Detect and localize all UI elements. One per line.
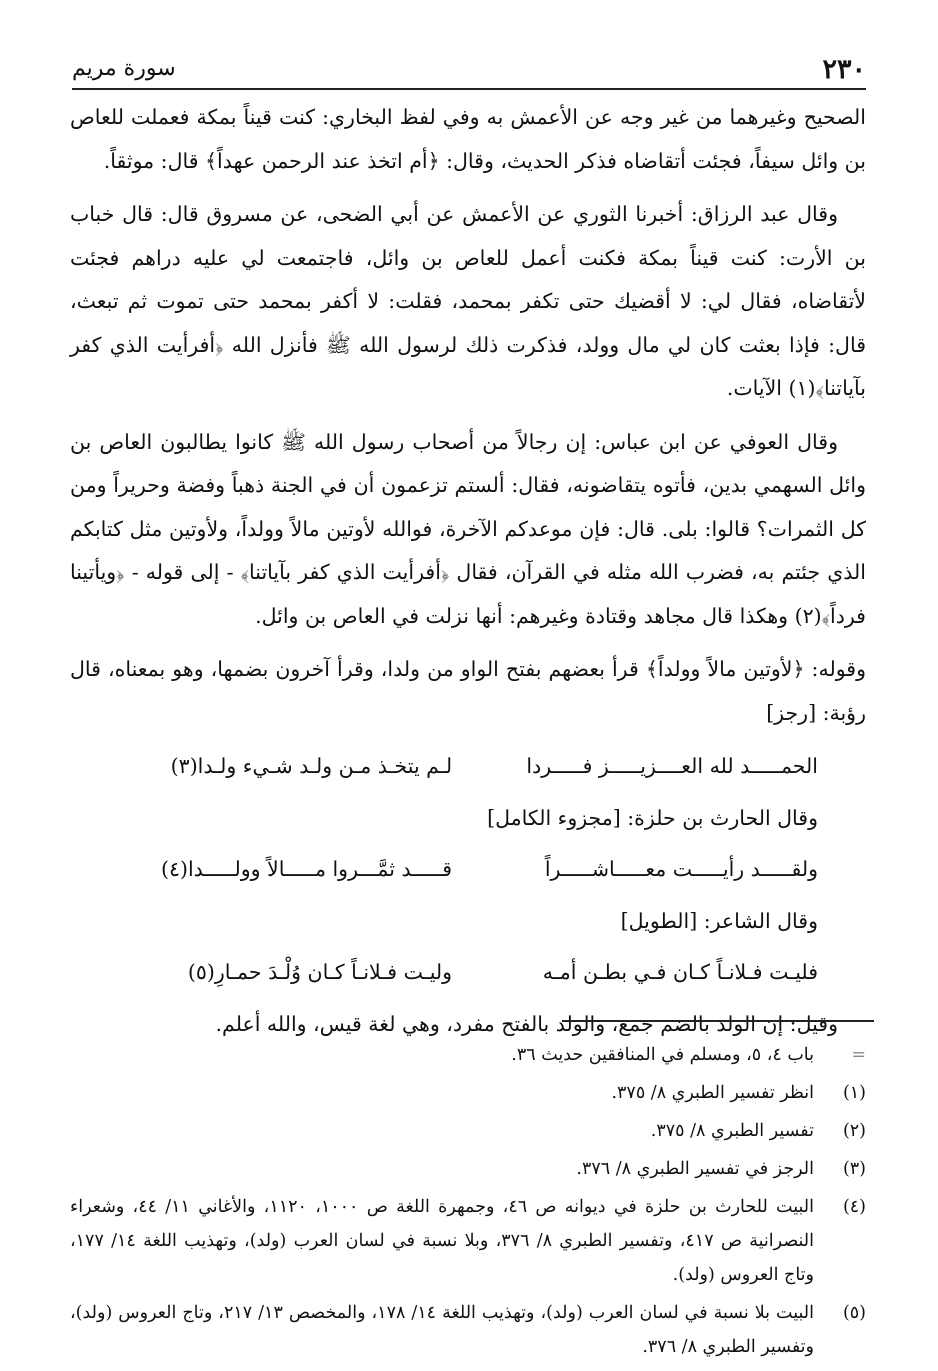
paragraph: وقيل: إن الولد بالضم جمع، والولد بالفتح مفرد، وهي لغة قيس، والله أعلم.: [215, 1011, 838, 1036]
page-header: [72, 52, 866, 90]
main-text: [70, 96, 866, 1056]
footnote: [70, 1152, 866, 1186]
poetry-verse: [70, 951, 866, 995]
footnotes: [70, 1038, 866, 1368]
footnote-mark: (٤): [842, 1197, 866, 1217]
footnote-continuation: [70, 1038, 866, 1072]
verse-first-hemistich: فليـت فـلانـاً كـان فـي بطـن أمـه: [542, 960, 818, 984]
paragraph: الصحيح وغيرهما من غير وجه عن الأعمش به وفي لفظ البخاري: كنت قيناً بمكة فعملت للعاص بن وائل سيفاً، فجئت أتقاضاه فذكر الحديث، وقال: ﴿أم اتخذ عند الرحمن عهداً﴾ قال: موثقاً.: [70, 105, 866, 173]
poet-attribution: وقال الشاعر: [الطويل]: [620, 908, 818, 933]
footnote-text: باب ٤، ٥، ومسلم في المنافقين حديث ٣٦.: [511, 1045, 814, 1065]
footnote: [70, 1114, 866, 1148]
page-number: ٢٣٠: [822, 54, 866, 85]
poet-attribution: وقال الحارث بن حلزة: [مجزوء الكامل]: [487, 805, 818, 830]
footnote-mark: =: [851, 1045, 866, 1065]
verse-first-hemistich: ولقـــــد رأيـــــت معـــــاشـــــراً: [544, 857, 818, 881]
footnote-text: الرجز في تفسير الطبري ٨/ ٣٧٦.: [576, 1159, 814, 1179]
footnote-text: البيت للحارث بن حلزة في ديوانه ص ٤٦، وجمهرة اللغة ص ١٠٠٠، ١١٢٠، والأغاني ١١/ ٤٤، وشعراء النصرانية ص ٤١٧، وتفسير الطبري ٨/ ٣٧٦، وبلا نسبة في لسان العرب (ولد)، وتهذيب اللغة ١٤/ ١٧٧، وتاج العروس (ولد).: [70, 1197, 814, 1285]
paragraph: وقال عبد الرزاق: أخبرنا الثوري عن الأعمش عن أبي الضحى، عن مسروق قال: قال خباب بن الأرت: كنت قيناً بمكة فكنت أعمل للعاص بن وائل، فاجتمعت لي عليه دراهم فجئت لأتقاضاه، فقال لي: لا أقضيك حتى تكفر بمحمد، فقلت: لا أكفر بمحمد حتى تموت ثم تبعث، قال: فإذا بعثت كان لي مال وولد، فذكرت ذلك لرسول الله ﷺ فأنزل الله ﴿أفرأيت الذي كفر بآياتنا﴾(١) الآيات.: [70, 202, 866, 400]
running-title: سورة مريم: [72, 56, 176, 81]
footnote: [70, 1076, 866, 1110]
footnote: [70, 1296, 866, 1364]
footnote-mark: (٢): [842, 1121, 866, 1141]
footnote-mark: (٥): [842, 1303, 866, 1323]
footnote: [70, 1190, 866, 1292]
footnote-text: انظر تفسير الطبري ٨/ ٣٧٥.: [611, 1083, 814, 1103]
footnote-mark: (٣): [842, 1159, 866, 1179]
verse-second-hemistich: قـــــد ثمَّـــروا مـــــالاً وولـــــدا(٤): [160, 857, 453, 881]
poetry-verse: [70, 745, 866, 789]
paragraph: وقوله: ﴿لأوتين مالاً وولداً﴾ قرأ بعضهم بفتح الواو من ولدا، وقرأ آخرون بضمها، وهو بمعناه، قال رؤبة: [رجز]: [70, 657, 866, 725]
footnote-text: تفسير الطبري ٨/ ٣٧٥.: [650, 1121, 814, 1141]
footnote-separator: [562, 1020, 874, 1022]
verse-first-hemistich: الحمـــــد لله العــــزيـــــز فـــــردا: [526, 754, 818, 778]
paragraph: وقال العوفي عن ابن عباس: إن رجالاً من أصحاب رسول الله ﷺ كانوا يطالبون العاص بن وائل السهمي بدين، فأتوه يتقاضونه، فقال: ألستم تزعمون أن في الجنة ذهباً وفضة وحريراً ومن كل الثمرات؟ قالوا: بلى. قال: فإن موعدكم الآخرة، فوالله لأوتين مالاً وولداً، ولأوتين مثل كتابكم الذي جئتم به، فضرب الله مثله في القرآن، فقال ﴿أفرأيت الذي كفر بآياتنا﴾ - إلى قوله - ﴿ويأتينا فرداً﴾(٢) وهكذا قال مجاهد وقتادة وغيرهم: أنها نزلت في العاص بن وائل.: [70, 429, 866, 628]
verse-second-hemistich: وليـت فـلانـاً كـان وُلْـدَ حمـارِ(٥): [187, 960, 453, 984]
footnote-text: البيت بلا نسبة في لسان العرب (ولد)، وتهذيب اللغة ١٤/ ١٧٨، والمخصص ١٣/ ٢١٧، وتاج العروس (ولد)، وتفسير الطبري ٨/ ٣٧٦.: [70, 1303, 814, 1357]
footnote-mark: (١): [842, 1083, 866, 1103]
poetry-verse: [70, 848, 866, 892]
verse-second-hemistich: لـم يتخـذ مـن ولـد شـيء ولـدا(٣): [170, 754, 453, 778]
